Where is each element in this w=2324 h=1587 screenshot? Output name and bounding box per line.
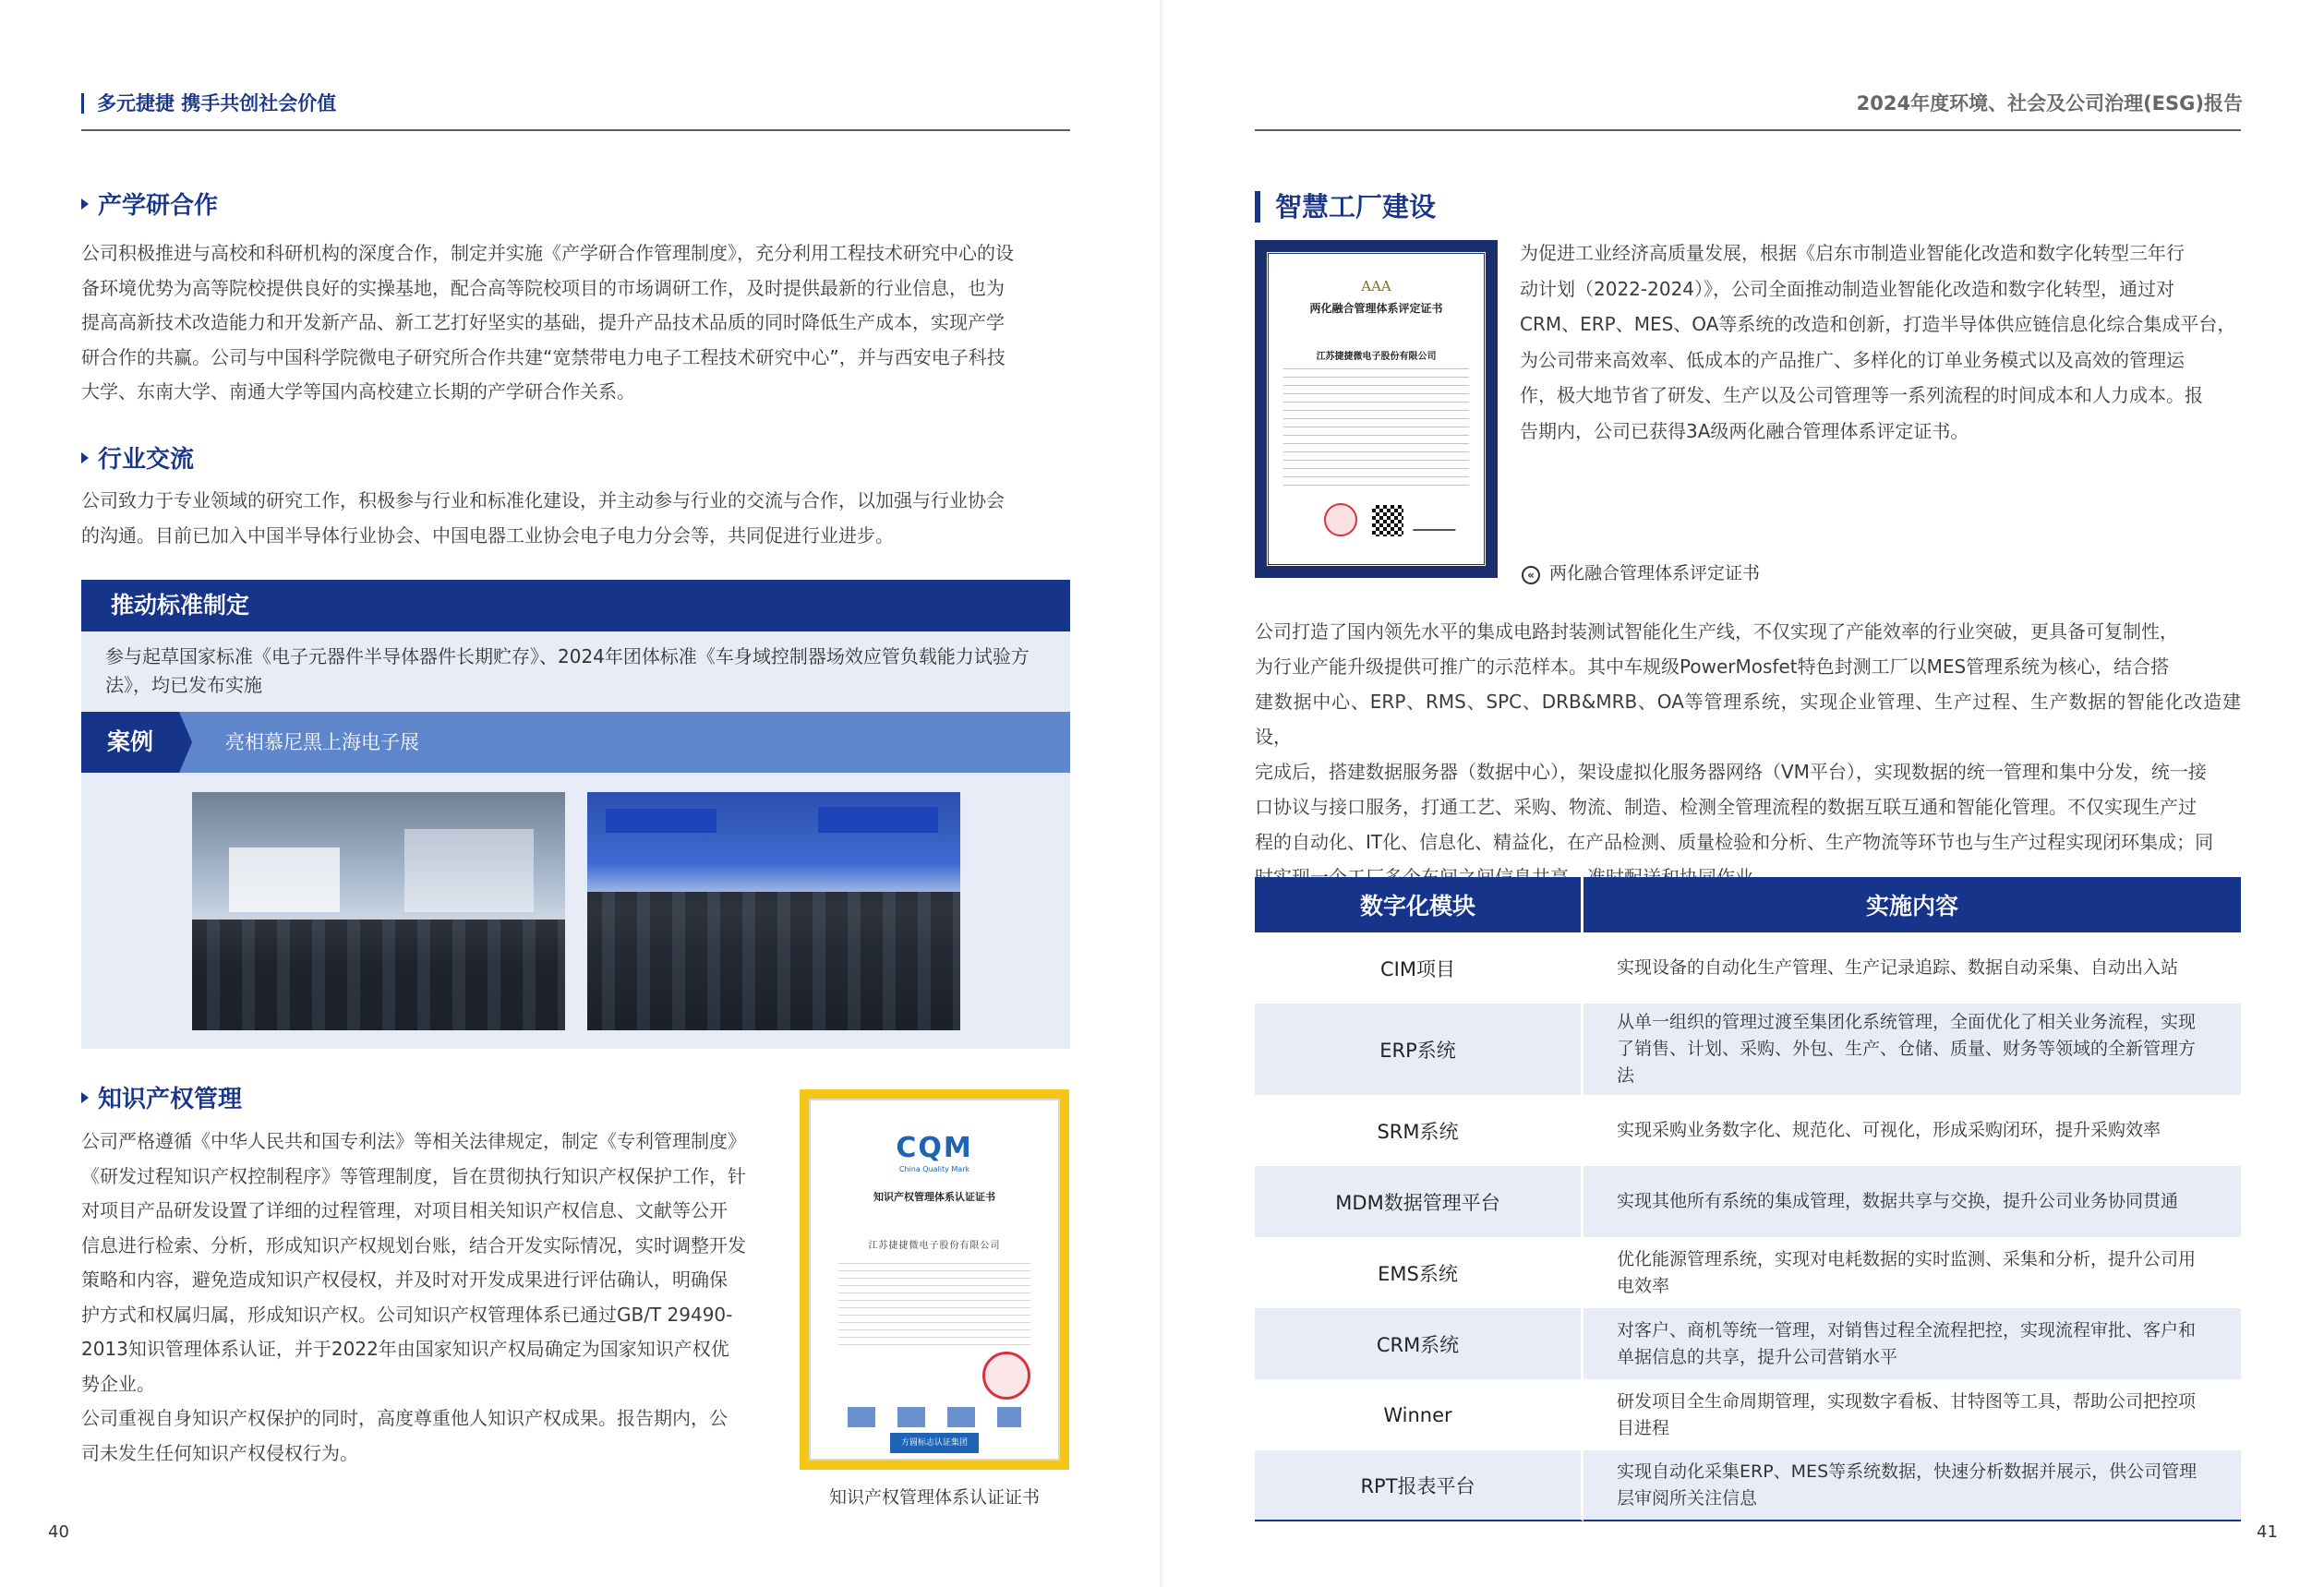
table-row bbox=[1255, 1308, 2241, 1379]
table-header-content: 实施内容 bbox=[1583, 877, 2241, 932]
cqm-logo-subtitle: China Quality Mark bbox=[898, 1165, 970, 1173]
smart-factory-body: 公司打造了国内领先水平的集成电路封装测试智能化生产线，不仅实现了产能效率的行业突破，更具备可复制性， 为行业产能升级提供可推广的示范样本。其中车规级PowerMosfet特色封测工厂以MES管理系统为核心，结合搭 建数据中心、ERP、RMS、SPC、DRB&MRB、OA等管理系统，实现企业管理、生产过程、生产数据的智能化改造建设， 完成后，搭建数据服务器（数据中心），架设虚拟化服务器网络（VM平台），实现数据的统一管理和集中分发，统一接 口协议与接口服务，打通工艺、采购、物流、制造、检测全管理流程的数据互联互通和智能化管理。不仅实现生产过 程的自动化、IT化、信息化、精益化，在产品检测、质量检验和分析、生产物流等环节也与生产过程实现闭环集成；同 bbox=[1255, 620, 2241, 853]
case-bar bbox=[81, 712, 1070, 773]
ip-management-paragraph: 公司严格遵循《中华人民共和国专利法》等相关法律规定，制定《专利管理制度》 《研发过程知识产权控制程序》等管理制度，旨在贯彻执行知识产权保护工作，针 对项目产品研发设置了详细的过程管理，对项目相关知识产权信息、文献等公开 信息进行检索、分析，形成知识产权规划台账，结合开发实际情况，实时调整开发 策略和内容，避免造成知识产权侵权，并及时对开发成果进行评估确认，明确保 护方式和权属归属，形成知识产权。公司知识产权管理体系已通过GB/T 29490- 2013知识管理体系认证，并于2022年由国家知识产权局确定为国家知识产权优 势企业。 公司重视自身知识产权保护的同时，高度尊重他人知识产权成果。报告期内，公 司未发生任何知识产权侵权行为。 bbox=[81, 1130, 746, 1464]
module-description: 研发项目全生命周期管理，实现数字看板、甘特图等工具，帮助公司把控项目进程 bbox=[1583, 1379, 2241, 1450]
accreditation-logos bbox=[848, 1407, 1021, 1427]
module-name: EMS系统 bbox=[1255, 1237, 1583, 1308]
table-row bbox=[1255, 1166, 2241, 1237]
certificate-grade: AAA bbox=[1361, 278, 1391, 295]
page-number-left: 40 bbox=[48, 1522, 69, 1542]
booth-sign bbox=[606, 809, 716, 833]
module-name: ERP系统 bbox=[1255, 1004, 1583, 1095]
certificate-text-lines bbox=[1283, 368, 1469, 488]
module-description: 实现采购业务数字化、规范化、可视化，形成采购闭环，提升采购效率 bbox=[1583, 1095, 2241, 1166]
module-name: SRM系统 bbox=[1255, 1095, 1583, 1166]
qr-code-icon bbox=[1372, 505, 1403, 536]
crowd bbox=[192, 920, 565, 1030]
certificate-paper bbox=[809, 1099, 1060, 1461]
aaa-certificate-caption: « 两化融合管理体系评定证书 bbox=[1522, 559, 1760, 584]
module-name: MDM数据管理平台 bbox=[1255, 1166, 1583, 1237]
digital-modules-table bbox=[1255, 877, 2241, 1521]
certificate-company: 江苏捷捷微电子股份有限公司 bbox=[868, 1241, 1001, 1251]
triangle-icon bbox=[81, 452, 89, 463]
module-description: 优化能源管理系统，实现对电耗数据的实时监测、采集和分析，提升公司用电效率 bbox=[1583, 1237, 2241, 1308]
triangle-icon bbox=[81, 1092, 89, 1103]
section-heading-ip-management: 知识产权管理 bbox=[81, 1086, 242, 1113]
red-seal-icon bbox=[1324, 503, 1357, 536]
case-title: 亮相慕尼黑上海电子展 bbox=[225, 731, 419, 753]
module-name: CIM项目 bbox=[1255, 932, 1583, 1004]
table-header-module: 数字化模块 bbox=[1255, 877, 1583, 932]
left-header-title: 多元捷捷 携手共创社会价值 bbox=[81, 93, 336, 114]
standard-box-heading: 推动标准制定 bbox=[81, 580, 1070, 631]
module-description: 对客户、商机等统一管理，对销售过程全流程把控，实现流程审批、客户和单据信息的共享，提升公司营销水平 bbox=[1583, 1308, 2241, 1379]
ip-certificate-caption: 知识产权管理体系认证证书 bbox=[828, 1487, 1040, 1508]
certificate-issuer-band: 方圆标志认证集团 bbox=[890, 1433, 979, 1453]
exhibition-photo-hall bbox=[192, 792, 565, 1030]
double-chevron-left-icon: « bbox=[1522, 566, 1540, 584]
industry-academia-paragraph: 公司积极推进与高校和科研机构的深度合作，制定并实施《产学研合作管理制度》，充分利用工程技术研究中心的设 备环境优势为高等院校提供良好的实操基地，配合高等院校项目的市场调研工作，及时提供最新的行业信息，也为 提高高新技术改造能力和开发新产品、新工艺打好坚实的基础，提升产品技术品质的同时降低生产成本，实现产学 研合作的共赢。公司与中国科学院微电子研究所合作共建“宽禁带电力电子工程技术研究中心”，并与西安电子科技 大学、东南大学、南通大学等国内高校建立长期的产学研合作关系。 bbox=[81, 242, 1014, 403]
team-members bbox=[587, 892, 960, 1030]
module-name: Winner bbox=[1255, 1379, 1583, 1450]
industry-exchange-paragraph: 公司致力于专业领域的研究工作，积极参与行业和标准化建设，并主动参与行业的交流与合作，以加强与行业协会 的沟通。目前已加入中国半导体行业协会、中国电器工业协会电子电力分会等，共同促进行业进步。 bbox=[81, 489, 1005, 547]
exhibition-photo-team bbox=[587, 792, 960, 1030]
certificate-paper bbox=[1266, 251, 1487, 567]
standard-box-text: 参与起草国家标准《电子元器件半导体器件长期贮存》、2024年团体标准《车身域控制器场效应管负载能力试验方法》，均已发布实施 bbox=[105, 645, 1030, 696]
section-heading-industry-exchange: 行业交流 bbox=[81, 446, 194, 474]
section-heading-industry-academia: 产学研合作 bbox=[81, 192, 218, 220]
table-row bbox=[1255, 1237, 2241, 1308]
right-header-rule bbox=[1255, 129, 2241, 131]
certificate-title: 两化融合管理体系评定证书 bbox=[1309, 302, 1443, 315]
ip-certificate-image bbox=[800, 1089, 1069, 1470]
cqm-logo: CQM bbox=[896, 1132, 973, 1164]
aaa-certificate-image bbox=[1255, 240, 1498, 578]
booth-sign bbox=[818, 807, 938, 833]
module-description: 实现设备的自动化生产管理、生产记录追踪、数据自动采集、自动出入站 bbox=[1583, 932, 2241, 1004]
page-fold bbox=[1160, 0, 1162, 1587]
certificate-company: 江苏捷捷微电子股份有限公司 bbox=[1316, 352, 1437, 362]
table-row bbox=[1255, 1004, 2241, 1095]
module-description: 实现其他所有系统的集成管理，数据共享与交换，提升公司业务协同贯通 bbox=[1583, 1166, 2241, 1237]
table-row bbox=[1255, 1095, 2241, 1166]
signature bbox=[1413, 511, 1463, 531]
section-heading-smart-factory: 智慧工厂建设 bbox=[1255, 191, 1436, 222]
table-header-row bbox=[1255, 877, 2241, 932]
smart-factory-intro: 为促进工业经济高质量发展，根据《启东市制造业智能化改造和数字化转型三年行 动计划（2022-2024）》，公司全面推动制造业智能化改造和数字化转型，通过对 CRM、ERP、MES、OA等系统的改造和创新，打造半导体供应链信息化综合集成平台， 为公司带来高效率、低成本的产品推广、多样化的订单业务模式以及高效的管理运 作，极大地节省了研发、生产以及公司管理等一系列流程的时间成本和人力成本。报 告期内，公司已获得3A级两化融合管理体系评定证书。 bbox=[1520, 242, 2236, 442]
booth-structure bbox=[404, 829, 534, 912]
right-header-title: 2024年度环境、社会及公司治理(ESG)报告 bbox=[1856, 92, 2243, 114]
table-row bbox=[1255, 932, 2241, 1004]
table-row bbox=[1255, 1379, 2241, 1450]
red-seal-icon bbox=[982, 1352, 1030, 1400]
booth-structure bbox=[229, 848, 340, 912]
case-tag: 案例 bbox=[81, 712, 179, 773]
module-name: CRM系统 bbox=[1255, 1308, 1583, 1379]
module-name: RPT报表平台 bbox=[1255, 1450, 1583, 1521]
certificate-text-lines bbox=[838, 1263, 1030, 1346]
module-description: 实现自动化采集ERP、MES等系统数据，快速分析数据并展示，供公司管理层审阅所关注信息 bbox=[1583, 1450, 2241, 1521]
certificate-title: 知识产权管理体系认证证书 bbox=[873, 1191, 995, 1203]
table-row bbox=[1255, 1450, 2241, 1521]
page-number-right: 41 bbox=[2257, 1522, 2278, 1542]
left-header-rule bbox=[81, 129, 1070, 131]
module-description: 从单一组织的管理过渡至集团化系统管理，全面优化了相关业务流程，实现了销售、计划、采购、外包、生产、仓储、质量、财务等领域的全新管理方法 bbox=[1583, 1004, 2241, 1095]
triangle-icon bbox=[81, 198, 89, 210]
case-tag-notch bbox=[179, 712, 192, 773]
